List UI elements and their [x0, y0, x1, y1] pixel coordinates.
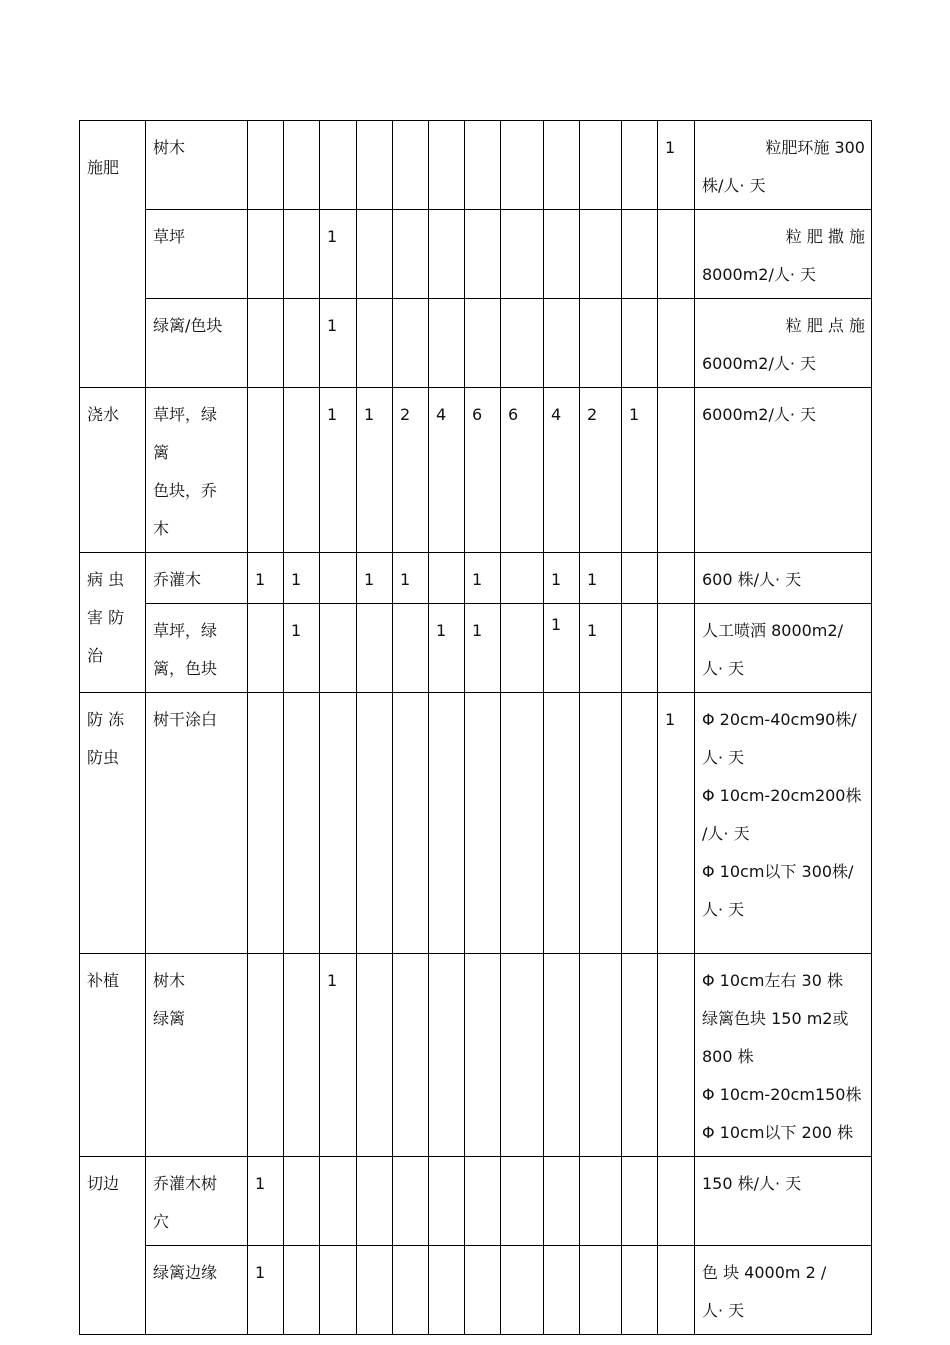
- item-cell: 草坪，绿 篱，色块: [146, 604, 248, 693]
- month-cell: [357, 693, 393, 954]
- month-cell: [580, 1246, 622, 1335]
- month-cell: [248, 954, 284, 1157]
- month-cell: 2: [580, 388, 622, 553]
- month-cell: [465, 1246, 501, 1335]
- month-cell: [320, 1157, 357, 1246]
- table-row: [80, 210, 872, 299]
- month-cell: [465, 210, 501, 299]
- month-cell: 1: [429, 604, 465, 693]
- month-cell: [501, 604, 544, 693]
- month-cell: [284, 210, 320, 299]
- month-cell: [622, 604, 658, 693]
- table-body: [80, 121, 872, 1335]
- month-cell: [658, 1246, 695, 1335]
- month-cell: 1: [357, 388, 393, 553]
- month-cell: 6: [501, 388, 544, 553]
- category-cell: 切边: [80, 1157, 146, 1335]
- month-cell: 1: [248, 553, 284, 604]
- table-row: [80, 121, 872, 210]
- month-cell: [357, 1157, 393, 1246]
- month-cell: 1: [580, 604, 622, 693]
- month-cell: 1: [580, 553, 622, 604]
- category-cell: 病 虫 害 防 治: [80, 553, 146, 693]
- note-cell: 粒肥环施 300 株/人· 天: [695, 121, 872, 210]
- month-cell: [658, 299, 695, 388]
- month-cell: [622, 121, 658, 210]
- month-cell: 1: [544, 553, 580, 604]
- month-cell: [544, 1157, 580, 1246]
- month-cell: [544, 299, 580, 388]
- month-cell: [248, 210, 284, 299]
- item-cell: 乔灌木树 穴: [146, 1157, 248, 1246]
- month-cell: 1: [248, 1157, 284, 1246]
- month-cell: [622, 210, 658, 299]
- month-cell: [393, 299, 429, 388]
- table-row: [80, 299, 872, 388]
- note-cell: Φ 10cm左右 30 株 绿篱色块 150 m2或 800 株 Φ 10cm-20cm150株 Φ 10cm以下 200 株: [695, 954, 872, 1157]
- month-cell: [501, 299, 544, 388]
- month-cell: [429, 1246, 465, 1335]
- month-cell: [393, 210, 429, 299]
- month-cell: [284, 954, 320, 1157]
- month-cell: 1: [284, 604, 320, 693]
- month-cell: [284, 388, 320, 553]
- item-cell: 草坪，绿 篱 色块，乔 木: [146, 388, 248, 553]
- category-cell: 施肥: [80, 121, 146, 388]
- month-cell: [580, 1157, 622, 1246]
- month-cell: [393, 954, 429, 1157]
- month-cell: [544, 121, 580, 210]
- month-cell: [622, 1157, 658, 1246]
- item-cell: 树木 绿篱: [146, 954, 248, 1157]
- month-cell: [284, 121, 320, 210]
- month-cell: [357, 1246, 393, 1335]
- note-cell: 人工喷洒 8000m2/ 人· 天: [695, 604, 872, 693]
- month-cell: [622, 693, 658, 954]
- month-cell: [357, 954, 393, 1157]
- item-cell: 绿篱/色块: [146, 299, 248, 388]
- month-cell: [429, 693, 465, 954]
- month-cell: 2: [393, 388, 429, 553]
- note-cell: 粒 肥 撒 施 8000m2/人· 天: [695, 210, 872, 299]
- month-cell: 1: [320, 954, 357, 1157]
- month-cell: [284, 1157, 320, 1246]
- item-cell: 树木: [146, 121, 248, 210]
- month-cell: 1: [465, 553, 501, 604]
- month-cell: [501, 210, 544, 299]
- month-cell: [622, 553, 658, 604]
- month-cell: [544, 954, 580, 1157]
- month-cell: [429, 1157, 465, 1246]
- month-cell: [465, 693, 501, 954]
- item-cell: 绿篱边缘: [146, 1246, 248, 1335]
- month-cell: [248, 388, 284, 553]
- month-cell: [357, 299, 393, 388]
- category-cell: 补植: [80, 954, 146, 1157]
- table-row: [80, 1246, 872, 1335]
- month-cell: [465, 954, 501, 1157]
- month-cell: [580, 693, 622, 954]
- month-cell: [393, 1157, 429, 1246]
- month-cell: [429, 210, 465, 299]
- item-cell: 树干涂白: [146, 693, 248, 954]
- note-cell: 150 株/人· 天: [695, 1157, 872, 1246]
- table-row: [80, 693, 872, 954]
- month-cell: [465, 1157, 501, 1246]
- table-row: [80, 604, 872, 693]
- month-cell: 1: [320, 388, 357, 553]
- month-cell: [622, 1246, 658, 1335]
- month-cell: [544, 693, 580, 954]
- category-cell: 浇水: [80, 388, 146, 553]
- table-row: [80, 553, 872, 604]
- month-cell: [465, 299, 501, 388]
- note-cell: 粒 肥 点 施 6000m2/人· 天: [695, 299, 872, 388]
- category-cell: 防 冻 防虫: [80, 693, 146, 954]
- month-cell: 1: [320, 299, 357, 388]
- month-cell: [393, 121, 429, 210]
- month-cell: 1: [248, 1246, 284, 1335]
- month-cell: [544, 210, 580, 299]
- month-cell: [320, 553, 357, 604]
- item-cell: 乔灌木: [146, 553, 248, 604]
- table-row: [80, 388, 872, 553]
- month-cell: [544, 1246, 580, 1335]
- month-cell: 1: [658, 121, 695, 210]
- month-cell: [622, 954, 658, 1157]
- month-cell: 4: [544, 388, 580, 553]
- month-cell: 1: [658, 693, 695, 954]
- month-cell: [501, 693, 544, 954]
- month-cell: [284, 299, 320, 388]
- note-cell: 色 块 4000m 2 / 人· 天: [695, 1246, 872, 1335]
- month-cell: [248, 604, 284, 693]
- month-cell: [393, 1246, 429, 1335]
- month-cell: [658, 210, 695, 299]
- month-cell: [320, 693, 357, 954]
- month-cell: [622, 299, 658, 388]
- month-cell: [580, 121, 622, 210]
- month-cell: 6: [465, 388, 501, 553]
- note-cell: 6000m2/人· 天: [695, 388, 872, 553]
- month-cell: [393, 693, 429, 954]
- note-cell: Φ 20cm-40cm90株/ 人· 天 Φ 10cm-20cm200株 /人· 天 Φ 10cm以下 300株/ 人· 天: [695, 693, 872, 954]
- month-cell: [501, 1246, 544, 1335]
- month-cell: [580, 299, 622, 388]
- note-cell: 600 株/人· 天: [695, 553, 872, 604]
- month-cell: [429, 553, 465, 604]
- month-cell: [580, 210, 622, 299]
- month-cell: 1: [320, 210, 357, 299]
- month-cell: [248, 693, 284, 954]
- month-cell: 1: [544, 604, 580, 693]
- month-cell: [501, 553, 544, 604]
- month-cell: [580, 954, 622, 1157]
- month-cell: [501, 121, 544, 210]
- month-cell: 1: [393, 553, 429, 604]
- month-cell: [357, 210, 393, 299]
- maintenance-schedule-table: [79, 120, 872, 1335]
- month-cell: [465, 121, 501, 210]
- month-cell: [658, 954, 695, 1157]
- month-cell: [357, 121, 393, 210]
- month-cell: [320, 121, 357, 210]
- month-cell: [284, 1246, 320, 1335]
- month-cell: [320, 604, 357, 693]
- month-cell: 4: [429, 388, 465, 553]
- month-cell: [658, 1157, 695, 1246]
- month-cell: 1: [284, 553, 320, 604]
- month-cell: [429, 121, 465, 210]
- month-cell: [248, 299, 284, 388]
- month-cell: 1: [465, 604, 501, 693]
- month-cell: [501, 1157, 544, 1246]
- month-cell: [248, 121, 284, 210]
- month-cell: [501, 954, 544, 1157]
- month-cell: [357, 604, 393, 693]
- month-cell: [320, 1246, 357, 1335]
- month-cell: 1: [357, 553, 393, 604]
- month-cell: [658, 553, 695, 604]
- table-row: [80, 1157, 872, 1246]
- month-cell: 1: [622, 388, 658, 553]
- month-cell: [658, 604, 695, 693]
- month-cell: [393, 604, 429, 693]
- table-row: [80, 954, 872, 1157]
- month-cell: [658, 388, 695, 553]
- month-cell: [429, 299, 465, 388]
- item-cell: 草坪: [146, 210, 248, 299]
- month-cell: [429, 954, 465, 1157]
- month-cell: [284, 693, 320, 954]
